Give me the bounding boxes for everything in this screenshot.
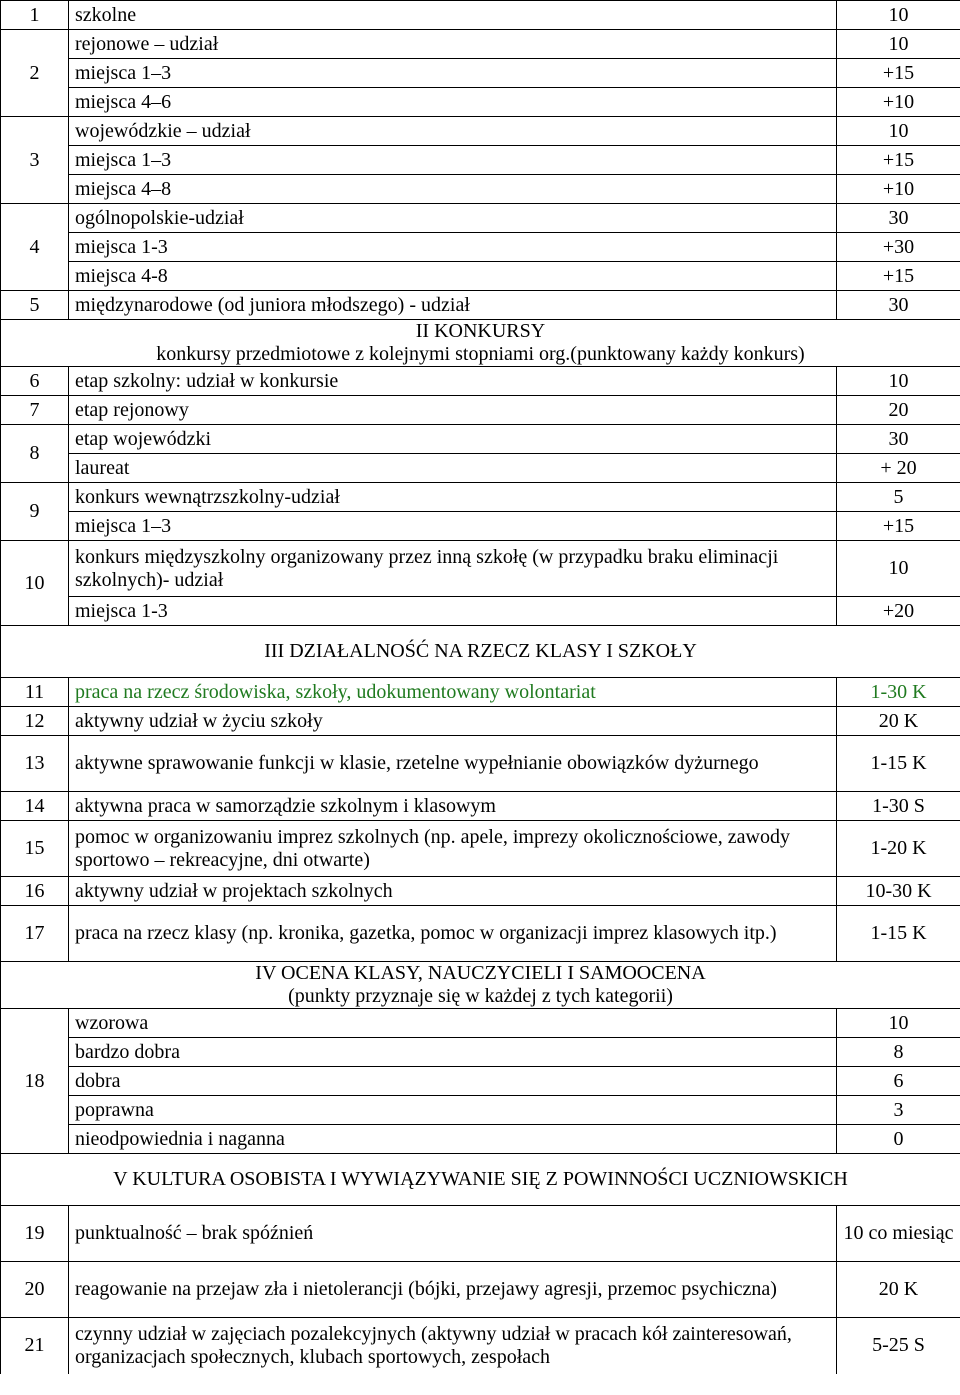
criterion-description: pomoc w organizowaniu imprez szkolnych (np. apele, imprezy okolicznościowe, zawody sportowo – rekreacyjne, dni otwarte)	[69, 821, 837, 877]
table-row	[1, 396, 960, 425]
criterion-description: aktywny udział w projektach szkolnych	[69, 877, 837, 906]
table-row	[1, 59, 960, 88]
criterion-points: +15	[837, 146, 960, 175]
criterion-points: 10	[837, 1, 960, 30]
table-row	[1, 454, 960, 483]
criterion-points: 10 co miesiąc	[837, 1206, 960, 1262]
criterion-points: 30	[837, 425, 960, 454]
table-row	[1, 146, 960, 175]
table-row	[1, 821, 960, 877]
criterion-points: 30	[837, 204, 960, 233]
criterion-points: 3	[837, 1096, 960, 1125]
table-row	[1, 1, 960, 30]
table-row	[1, 233, 960, 262]
row-number: 6	[1, 367, 69, 396]
criterion-description: wojewódzkie – udział	[69, 117, 837, 146]
criterion-description: aktywne sprawowanie funkcji w klasie, rzetelne wypełnianie obowiązków dyżurnego	[69, 736, 837, 792]
criterion-description: reagowanie na przejaw zła i nietolerancji (bójki, przejawy agresji, przemoc psychiczna)	[69, 1262, 837, 1318]
row-number: 21	[1, 1318, 69, 1374]
table-row	[1, 736, 960, 792]
table-row	[1, 1067, 960, 1096]
criterion-points: + 20	[837, 454, 960, 483]
criterion-points: 20 K	[837, 707, 960, 736]
criterion-description: międzynarodowe (od juniora młodszego) - udział	[69, 291, 837, 320]
row-number: 8	[1, 425, 69, 483]
criterion-points: 1-30 S	[837, 792, 960, 821]
criterion-description: miejsca 1-3	[69, 597, 837, 626]
criterion-description: miejsca 1–3	[69, 146, 837, 175]
criterion-points: 20	[837, 396, 960, 425]
section-header-row	[1, 320, 960, 367]
criterion-points: 1-20 K	[837, 821, 960, 877]
row-number: 10	[1, 541, 69, 626]
section-header-row	[1, 962, 960, 1009]
criterion-description: ogólnopolskie-udział	[69, 204, 837, 233]
criterion-points: 30	[837, 291, 960, 320]
section-subtitle: (punkty przyznaje się w każdej z tych kategorii)	[288, 985, 673, 1007]
section-header-row	[1, 1154, 960, 1206]
row-number: 3	[1, 117, 69, 204]
criterion-points: 5	[837, 483, 960, 512]
criterion-points: 10	[837, 367, 960, 396]
row-number: 19	[1, 1206, 69, 1262]
criterion-description: miejsca 4-8	[69, 262, 837, 291]
table-row	[1, 597, 960, 626]
criterion-description: bardzo dobra	[69, 1038, 837, 1067]
row-number: 2	[1, 30, 69, 117]
criterion-description: konkurs międzyszkolny organizowany przez inną szkołę (w przypadku braku eliminacji szkolnych)- udział	[69, 541, 837, 597]
row-number: 1	[1, 1, 69, 30]
criterion-points: +30	[837, 233, 960, 262]
table-row	[1, 707, 960, 736]
section-title: II KONKURSY	[415, 320, 546, 342]
criterion-description: miejsca 4–8	[69, 175, 837, 204]
table-row	[1, 1125, 960, 1154]
section-header	[1, 962, 960, 1009]
table-row	[1, 906, 960, 962]
criterion-description: dobra	[69, 1067, 837, 1096]
table-row	[1, 117, 960, 146]
section-title: V KULTURA OSOBISTA I WYWIĄZYWANIE SIĘ Z POWINNOŚCI UCZNIOWSKICH	[113, 1168, 848, 1190]
row-number: 16	[1, 877, 69, 906]
table-row	[1, 877, 960, 906]
row-number: 9	[1, 483, 69, 541]
criterion-points: 10	[837, 1009, 960, 1038]
criterion-points: 10	[837, 541, 960, 597]
criterion-points: +15	[837, 59, 960, 88]
section-header	[1, 626, 960, 678]
criterion-points: +10	[837, 88, 960, 117]
table-row	[1, 1206, 960, 1262]
table-row	[1, 30, 960, 59]
section-header	[1, 320, 960, 367]
table-row	[1, 204, 960, 233]
criterion-points: 8	[837, 1038, 960, 1067]
criterion-points: 6	[837, 1067, 960, 1096]
criterion-description: etap rejonowy	[69, 396, 837, 425]
table-row	[1, 175, 960, 204]
criterion-points: 10	[837, 30, 960, 59]
row-number: 17	[1, 906, 69, 962]
table-row	[1, 792, 960, 821]
criterion-points: 1-15 K	[837, 736, 960, 792]
table-row	[1, 1038, 960, 1067]
criterion-description: etap wojewódzki	[69, 425, 837, 454]
criterion-description: etap szkolny: udział w konkursie	[69, 367, 837, 396]
row-number: 15	[1, 821, 69, 877]
criterion-points: +20	[837, 597, 960, 626]
criterion-description: konkurs wewnątrzszkolny-udział	[69, 483, 837, 512]
table-row	[1, 1262, 960, 1318]
row-number: 11	[1, 678, 69, 707]
criterion-points: +10	[837, 175, 960, 204]
criterion-description: czynny udział w zajęciach pozalekcyjnych (aktywny udział w pracach kół zainteresowań, organizacjach społecznych, klubach sportowych, zespołach	[69, 1318, 837, 1374]
criterion-description: poprawna	[69, 1096, 837, 1125]
row-number: 13	[1, 736, 69, 792]
table-row	[1, 1009, 960, 1038]
table-row	[1, 291, 960, 320]
criterion-points: 5-25 S	[837, 1318, 960, 1374]
row-number: 7	[1, 396, 69, 425]
row-number: 18	[1, 1009, 69, 1154]
criterion-description: miejsca 4–6	[69, 88, 837, 117]
table-row	[1, 1318, 960, 1374]
criterion-description: aktywna praca w samorządzie szkolnym i klasowym	[69, 792, 837, 821]
section-title: IV OCENA KLASY, NAUCZYCIELI I SAMOOCENA	[255, 962, 706, 984]
scoring-table-body	[1, 1, 960, 1374]
criterion-description: miejsca 1–3	[69, 59, 837, 88]
table-row	[1, 367, 960, 396]
criterion-points: 10	[837, 117, 960, 146]
criterion-points: 1-30 K	[837, 678, 960, 707]
criterion-description: szkolne	[69, 1, 837, 30]
table-row	[1, 541, 960, 597]
table-row	[1, 425, 960, 454]
row-number: 20	[1, 1262, 69, 1318]
criterion-points: 1-15 K	[837, 906, 960, 962]
section-header	[1, 1154, 960, 1206]
row-number: 5	[1, 291, 69, 320]
criterion-points: 0	[837, 1125, 960, 1154]
table-row	[1, 512, 960, 541]
criterion-points: +15	[837, 262, 960, 291]
table-row	[1, 483, 960, 512]
section-subtitle: konkursy przedmiotowe z kolejnymi stopniami org.(punktowany każdy konkurs)	[156, 343, 805, 365]
row-number: 12	[1, 707, 69, 736]
criterion-description: laureat	[69, 454, 837, 483]
criterion-description: nieodpowiednia i naganna	[69, 1125, 837, 1154]
criterion-description: miejsca 1-3	[69, 233, 837, 262]
row-number: 4	[1, 204, 69, 291]
table-row	[1, 262, 960, 291]
criterion-description: punktualność – brak spóźnień	[69, 1206, 837, 1262]
criterion-points: 10-30 K	[837, 877, 960, 906]
criterion-description: aktywny udział w życiu szkoły	[69, 707, 837, 736]
criterion-description: miejsca 1–3	[69, 512, 837, 541]
criterion-description: wzorowa	[69, 1009, 837, 1038]
row-number: 14	[1, 792, 69, 821]
criterion-points: 20 K	[837, 1262, 960, 1318]
criterion-description: rejonowe – udział	[69, 30, 837, 59]
table-row	[1, 1096, 960, 1125]
section-title: III DZIAŁALNOŚĆ NA RZECZ KLASY I SZKOŁY	[264, 640, 697, 662]
criterion-description: praca na rzecz środowiska, szkoły, udokumentowany wolontariat	[69, 678, 837, 707]
section-header-row	[1, 626, 960, 678]
table-row	[1, 678, 960, 707]
criterion-points: +15	[837, 512, 960, 541]
table-row	[1, 88, 960, 117]
criterion-description: praca na rzecz klasy (np. kronika, gazetka, pomoc w organizacji imprez klasowych itp.)	[69, 906, 837, 962]
